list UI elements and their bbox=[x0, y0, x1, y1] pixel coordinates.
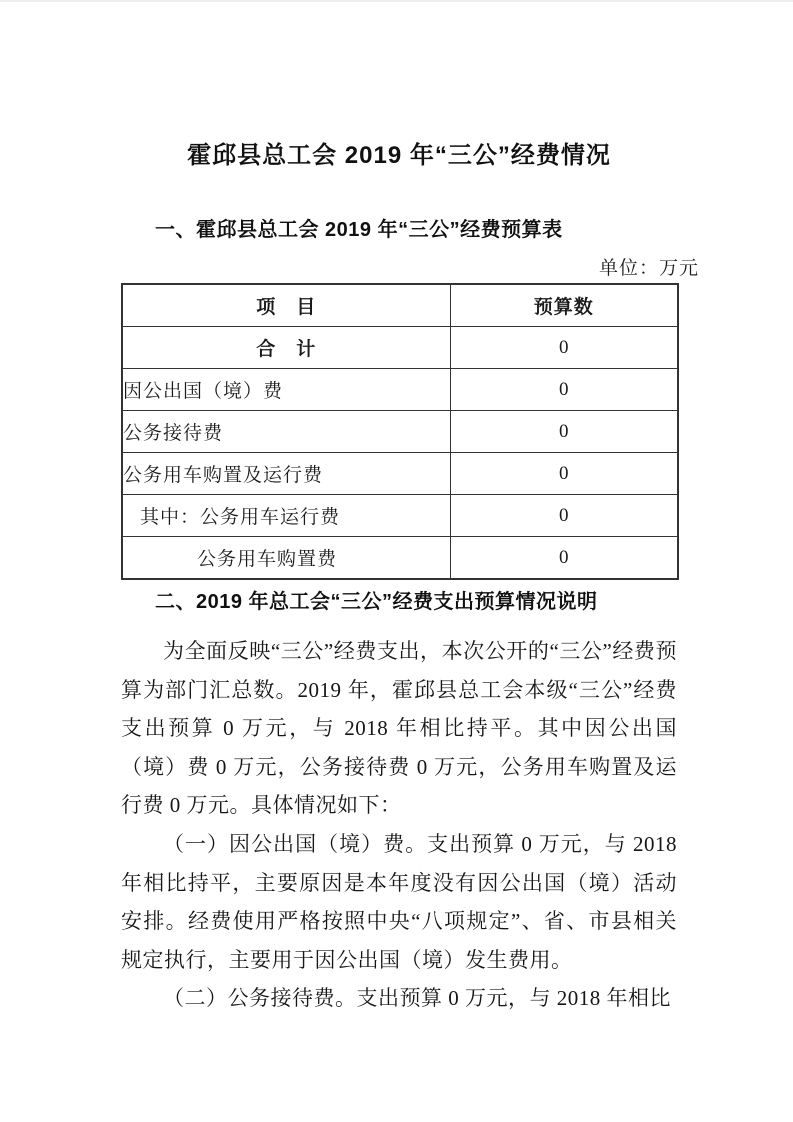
table-row-total bbox=[122, 327, 678, 369]
unit-note: 单位：万元 bbox=[598, 258, 699, 279]
section2-heading: 二、2019 年总工会“三公”经费支出预算情况说明 bbox=[155, 591, 598, 613]
table-header-row bbox=[122, 284, 678, 327]
row-label: 其中：公务用车运行费 bbox=[122, 495, 450, 537]
row-value: 0 bbox=[450, 537, 678, 580]
row-label: 公务接待费 bbox=[122, 411, 450, 453]
row-value: 0 bbox=[450, 411, 678, 453]
document-title: 霍邱县总工会 2019 年“三公”经费情况 bbox=[187, 142, 611, 169]
paragraph-reception-expense: （二）公务接待费。支出预算 0 万元，与 2018 年相比 bbox=[163, 986, 671, 1011]
table-row-reception bbox=[122, 411, 678, 453]
table-row-vehicle-total bbox=[122, 453, 678, 495]
table-row-abroad bbox=[122, 369, 678, 411]
table-row-vehicle-operation bbox=[122, 495, 678, 537]
row-value: 0 bbox=[450, 369, 678, 411]
row-value: 0 bbox=[450, 327, 678, 369]
row-label: 公务用车购置费 bbox=[122, 537, 450, 580]
paragraph-abroad-expense: （一）因公出国（境）费。支出预算 0 万元，与 2018 年相比持平，主要原因是本年度没有因公出国（境）活动安排。经费使用严格按照中央“八项规定”、省、市县相关规定执行，主要用于因公出国（境）发生费用。 bbox=[121, 831, 677, 972]
row-label: 公务用车购置及运行费 bbox=[122, 453, 450, 495]
column-header-budget: 预算数 bbox=[450, 284, 678, 327]
row-value: 0 bbox=[450, 453, 678, 495]
budget-table bbox=[121, 283, 679, 580]
column-header-item: 项 目 bbox=[122, 284, 450, 327]
row-label: 合 计 bbox=[122, 327, 450, 369]
paragraph-overview: 为全面反映“三公”经费支出，本次公开的“三公”经费预算为部门汇总数。2019 年，霍邱县总工会本级“三公”经费支出预算 0 万元，与 2018 年相比持平。其中因公出国（境）费 0 万元，公务接待费 0 万元，公务用车购置及运行费 0 万元。具体情况如下： bbox=[121, 639, 677, 818]
table-row-vehicle-purchase bbox=[122, 537, 678, 580]
row-value: 0 bbox=[450, 495, 678, 537]
section1-heading: 一、霍邱县总工会 2019 年“三公”经费预算表 bbox=[155, 219, 563, 241]
row-label: 因公出国（境）费 bbox=[122, 369, 450, 411]
